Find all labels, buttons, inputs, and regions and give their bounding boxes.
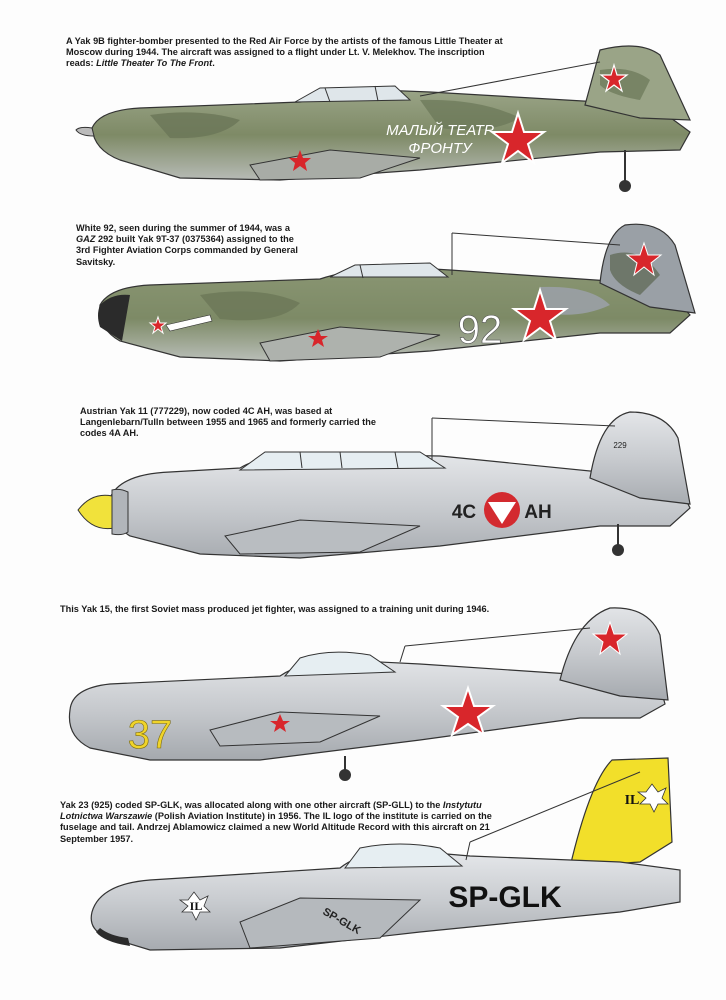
yak11-code-right: AH [524,502,552,523]
yak9b-inscription-line2: ФРОНТУ [408,140,472,157]
yak11-drawing [0,408,726,588]
caption-yak15: This Yak 15, the first Soviet mass produced jet fighter, was assigned to a training unit during 1946. [60,604,490,614]
yak9t-fuselage-number: 92 [457,308,503,352]
yak9b-inscription-line1: МАЛЫЙ ТЕАТР [386,122,494,139]
yak23-profile [0,752,726,992]
yak11-spinner [78,495,114,528]
yak23-drawing [0,752,726,992]
yak9b-profile [0,40,726,210]
caption-yak9b: A Yak 9B fighter-bomber presented to the Red Air Force by the artists of the famous Little Theater at Moscow during 1944. The aircraft was assigned to a flight under Lt. V. Melekhov. The inscription reads: Little Theater To The Front. [66,36,503,69]
yak9t-drawing [0,215,726,390]
caption-yak11: Austrian Yak 11 (777229), now coded 4C AH, was based at Langenlebarn/Tulln between 1955 and 1965 and formerly carried the codes 4A AH. [80,406,376,439]
caption-yak9t: White 92, seen during the summer of 1944, was a GAZ 292 built Yak 9T-37 (0375364) assigned to the 3rd Fighter Aviation Corps commanded by General Savitsky. [76,223,298,267]
yak11-code-left: 4C [451,502,477,523]
yak23-nose-logo: IL [189,899,203,913]
yak11-profile [0,408,726,588]
yak23-tail-logo: IL [624,793,640,808]
yak23-fuselage-code: SP-GLK [448,881,562,914]
yak9b-drawing [0,40,726,210]
yak23-yellow-tail [570,758,672,867]
yak15-fuselage-number: 37 [127,713,173,757]
yak23-intake-code: SP-GLK [320,905,363,937]
yak9t-profile [0,215,726,390]
yak11-tail-number: 229 [613,441,627,450]
caption-yak23: Yak 23 (925) coded SP-GLK, was allocated along with one other aircraft (SP-GLL) to the Instytutu Lotnictwa Warszawie (Polish Aviation Institute) in 1956. The IL logo of the institute is carried on the fuselage and tail. Andrzej Ablamowicz claimed a new World Altitude Record with this aircraft on 21 September 1957. [60,800,492,844]
